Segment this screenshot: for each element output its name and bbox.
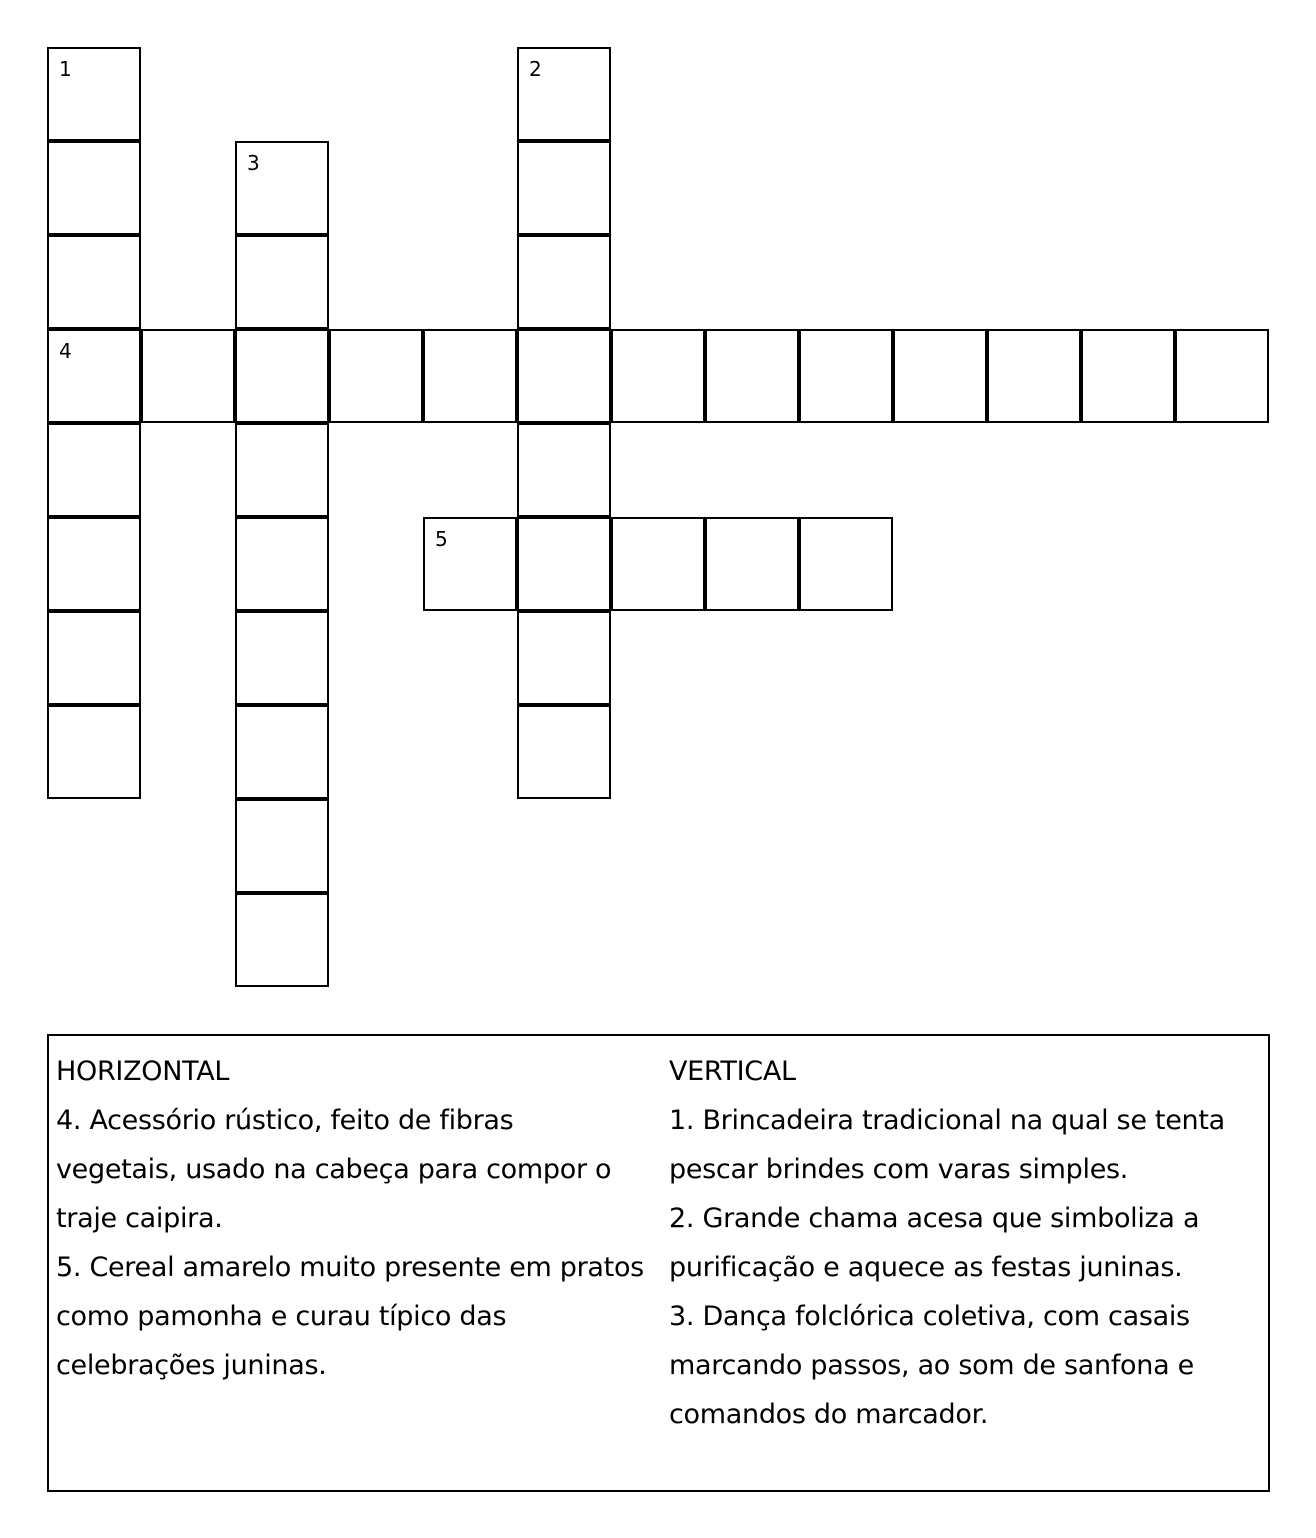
crossword-cell[interactable]	[47, 235, 141, 329]
vertical-clue-line: comandos do marcador.	[669, 1399, 989, 1430]
crossword-cell[interactable]	[235, 705, 329, 799]
horizontal-clue-line: como pamonha e curau típico das	[56, 1301, 507, 1332]
crossword-cell[interactable]	[705, 517, 799, 611]
vertical-clue-line: pescar brindes com varas simples.	[669, 1154, 1129, 1185]
crossword-cell[interactable]	[235, 235, 329, 329]
clue-number: 1	[59, 57, 72, 81]
crossword-cell[interactable]	[47, 329, 141, 423]
crossword-cell[interactable]	[517, 141, 611, 235]
crossword-cell[interactable]	[329, 329, 423, 423]
crossword-cell[interactable]	[893, 329, 987, 423]
crossword-cell[interactable]	[799, 517, 893, 611]
horizontal-clue-line: celebrações juninas.	[56, 1350, 327, 1381]
crossword-cell[interactable]	[141, 329, 235, 423]
crossword-cell[interactable]	[799, 329, 893, 423]
vertical-clues	[669, 1047, 1259, 1439]
crossword-cell[interactable]	[235, 893, 329, 987]
clue-number: 5	[435, 527, 448, 551]
crossword-cell[interactable]	[47, 47, 141, 141]
horizontal-clue-line: 5. Cereal amarelo muito presente em pratos	[56, 1252, 644, 1283]
crossword-cell[interactable]	[705, 329, 799, 423]
vertical-clue-line: marcando passos, ao som de sanfona e	[669, 1350, 1194, 1381]
vertical-clue-line: purificação e aquece as festas juninas.	[669, 1252, 1183, 1283]
crossword-cell[interactable]	[235, 141, 329, 235]
vertical-clue-line: 3. Dança folclórica coletiva, com casais	[669, 1301, 1190, 1332]
clue-number: 3	[247, 151, 260, 175]
horizontal-heading: HORIZONTAL	[56, 1056, 230, 1087]
crossword-cell[interactable]	[611, 329, 705, 423]
crossword-cell[interactable]	[235, 517, 329, 611]
crossword-cell[interactable]	[517, 329, 611, 423]
crossword-cell[interactable]	[47, 705, 141, 799]
clue-number: 2	[529, 57, 542, 81]
crossword-cell[interactable]	[423, 517, 517, 611]
crossword-cell[interactable]	[423, 329, 517, 423]
crossword-cell[interactable]	[47, 517, 141, 611]
crossword-cell[interactable]	[47, 141, 141, 235]
crossword-cell[interactable]	[235, 611, 329, 705]
clues-box	[47, 1034, 1270, 1492]
crossword-cell[interactable]	[517, 517, 611, 611]
horizontal-clue-line: traje caipira.	[56, 1203, 223, 1234]
crossword-cell[interactable]	[611, 517, 705, 611]
horizontal-clue-line: 4. Acessório rústico, feito de fibras	[56, 1105, 514, 1136]
vertical-clue-line: 1. Brincadeira tradicional na qual se tenta	[669, 1105, 1225, 1136]
crossword-cell[interactable]	[235, 799, 329, 893]
vertical-heading: VERTICAL	[669, 1056, 796, 1087]
crossword-cell[interactable]	[517, 611, 611, 705]
crossword-cell[interactable]	[1081, 329, 1175, 423]
crossword-cell[interactable]	[987, 329, 1081, 423]
clue-number: 4	[59, 339, 72, 363]
crossword-cell[interactable]	[517, 235, 611, 329]
horizontal-clue-line: vegetais, usado na cabeça para compor o	[56, 1154, 612, 1185]
crossword-cell[interactable]	[517, 423, 611, 517]
crossword-cell[interactable]	[517, 47, 611, 141]
crossword-cell[interactable]	[235, 423, 329, 517]
crossword-cell[interactable]	[235, 329, 329, 423]
vertical-clue-line: 2. Grande chama acesa que simboliza a	[669, 1203, 1200, 1234]
crossword-cell[interactable]	[1175, 329, 1269, 423]
crossword-cell[interactable]	[47, 611, 141, 705]
horizontal-clues	[56, 1047, 656, 1390]
crossword-cell[interactable]	[517, 705, 611, 799]
crossword-cell[interactable]	[47, 423, 141, 517]
